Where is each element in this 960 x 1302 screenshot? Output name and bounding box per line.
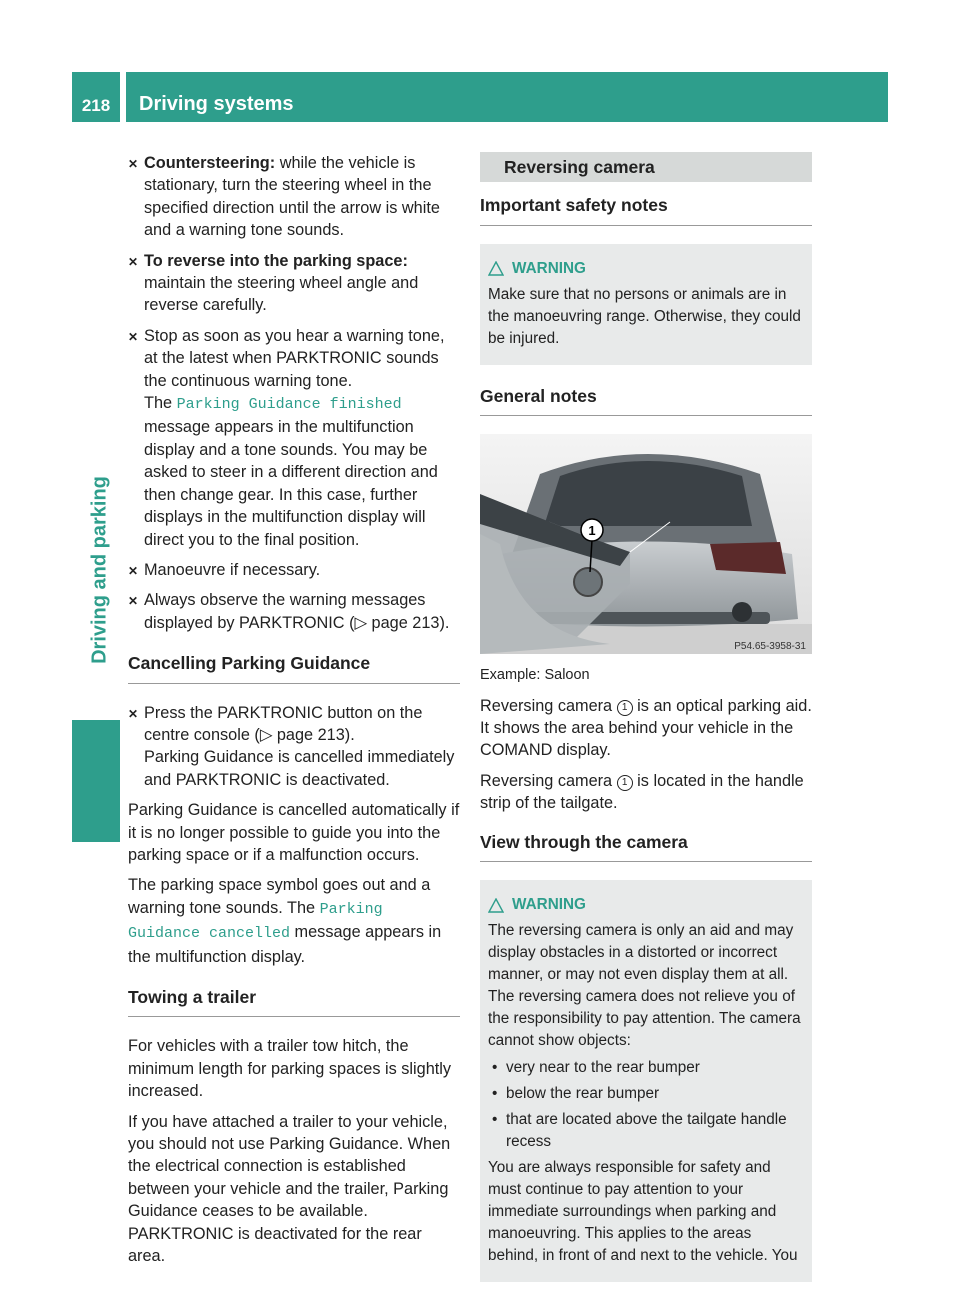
chapter-tab bbox=[84, 420, 116, 720]
step-result: Parking Guidance is cancelled immediately and PARKTRONIC is deactivated. bbox=[144, 748, 455, 789]
result-text: The bbox=[144, 394, 177, 413]
warning-text: The reversing camera is only an aid and may display obstacles in a distorted or incorrect manner, or may not even display them at all. The reversing camera does not relieve you of the responsibility to pay attention. The camera cannot show objects: bbox=[488, 922, 801, 1050]
heading-reversing-camera: Reversing camera bbox=[480, 152, 812, 182]
paragraph: Parking Guidance is cancelled automatically if it is no longer possible to guide you into the parking space or if a malfunction occurs. bbox=[128, 801, 460, 864]
step-label: To reverse into the parking space: bbox=[144, 251, 408, 270]
photo-caption: Example: Saloon bbox=[480, 667, 590, 684]
car-rear-image bbox=[480, 434, 812, 654]
step-arrow-icon: ✕ bbox=[128, 329, 139, 344]
paragraph-text: The parking space symbol goes out and a warning tone sounds. The bbox=[128, 876, 431, 917]
heading-towing: Towing a trailer bbox=[128, 986, 460, 1017]
page-number: 218 bbox=[72, 72, 120, 122]
paragraph bbox=[128, 874, 460, 968]
step-text: maintain the steering wheel angle and reverse carefully. bbox=[144, 274, 419, 315]
heading-safety: Important safety notes bbox=[480, 194, 812, 225]
step-text: Stop as soon as you hear a warning tone, at the latest when PARKTRONIC sounds the continuous warning tone. bbox=[144, 326, 445, 390]
warning-box bbox=[480, 244, 812, 365]
camera-location-photo bbox=[480, 434, 812, 654]
paragraph-text: message appears in the multifunction display. bbox=[128, 923, 442, 966]
chapter-label: Driving and parking bbox=[88, 476, 111, 664]
step-press-button bbox=[128, 702, 460, 792]
warning-title bbox=[488, 894, 804, 916]
paragraph-text: is an optical parking aid. It shows the area behind your vehicle in the COMAND display. bbox=[480, 696, 812, 760]
step-arrow-icon: ✕ bbox=[128, 706, 139, 721]
step-manoeuvre bbox=[128, 559, 460, 581]
chapter-marker bbox=[72, 720, 120, 842]
reference-marker: 1 bbox=[617, 775, 633, 791]
step-label: Countersteering: bbox=[144, 154, 276, 172]
reference-marker: 1 bbox=[617, 700, 633, 716]
heading-general: General notes bbox=[480, 385, 812, 416]
warning-box bbox=[480, 880, 812, 1282]
warning-text: You are always responsible for safety and must continue to pay attention to your immediate surroundings when parking and manoeuvring. This applies to the areas behind, in front of and next to the vehicle. You bbox=[488, 1159, 798, 1265]
step-countersteering bbox=[128, 152, 460, 242]
warning-label: WARNING bbox=[512, 896, 586, 914]
warning-triangle-icon bbox=[488, 898, 504, 913]
heading-cancelling: Cancelling Parking Guidance bbox=[128, 652, 460, 683]
paragraph bbox=[480, 695, 812, 762]
step-text: Press the PARKTRONIC button on the centre console (▷ page 213). bbox=[144, 703, 423, 744]
callout-marker: 1 bbox=[588, 523, 596, 539]
section-title: Driving systems bbox=[126, 72, 888, 122]
display-message: Parking Guidance cancelled bbox=[128, 900, 383, 943]
step-arrow-icon: ✕ bbox=[128, 157, 139, 171]
bullet-item: • below the rear bumper bbox=[488, 1083, 804, 1105]
result-text: message appears in the multifunction display and a tone sounds. You may be asked to steer in a different direction and then change gear. In this case, further displays in the multifunction display will direct you to the final position. bbox=[144, 418, 438, 549]
page-header bbox=[72, 72, 888, 122]
step-text: Always observe the warning messages displayed by PARKTRONIC (▷ page 213). bbox=[144, 591, 450, 632]
display-message: Parking Guidance finished bbox=[176, 396, 402, 414]
paragraph: If you have attached a trailer to your vehicle, you should not use Parking Guidance. When the electrical connection is established between your vehicle and the trailer, Parking Guidance ceases to be available. PARKTRONIC is deactivated for the rear area. bbox=[128, 1112, 451, 1266]
right-column bbox=[480, 152, 812, 1302]
image-code: P54.65-3958-31 bbox=[734, 641, 806, 653]
heading-view: View through the camera bbox=[480, 831, 812, 862]
paragraph-text: Reversing camera bbox=[480, 771, 617, 790]
bullet-item: • very near to the rear bumper bbox=[488, 1057, 804, 1079]
step-arrow-icon: ✕ bbox=[128, 563, 139, 578]
step-arrow-icon: ✕ bbox=[128, 594, 139, 609]
warning-triangle-icon bbox=[488, 261, 504, 276]
step-text: while the vehicle is stationary, turn the steering wheel in the specified direction until the arrow is white and a warning tone sounds. bbox=[144, 154, 440, 240]
left-column bbox=[128, 152, 460, 1275]
step-text: Manoeuvre if necessary. bbox=[144, 560, 321, 579]
paragraph-text: Reversing camera bbox=[480, 696, 617, 715]
warning-label: WARNING bbox=[512, 259, 586, 277]
step-stop bbox=[128, 325, 460, 551]
paragraph: For vehicles with a trailer tow hitch, the minimum length for parking spaces is slightly increased. bbox=[128, 1037, 452, 1101]
paragraph-text: is located in the handle strip of the tailgate. bbox=[480, 771, 804, 813]
step-reverse bbox=[128, 250, 460, 317]
step-arrow-icon: ✕ bbox=[128, 254, 139, 269]
step-result bbox=[144, 392, 460, 551]
paragraph bbox=[480, 770, 812, 815]
bullet-item: • that are located above the tailgate handle recess bbox=[488, 1109, 804, 1153]
warning-text: Make sure that no persons or animals are in the manoeuvring range. Otherwise, they could be injured. bbox=[488, 285, 801, 347]
step-observe bbox=[128, 589, 460, 634]
warning-title bbox=[488, 258, 804, 280]
